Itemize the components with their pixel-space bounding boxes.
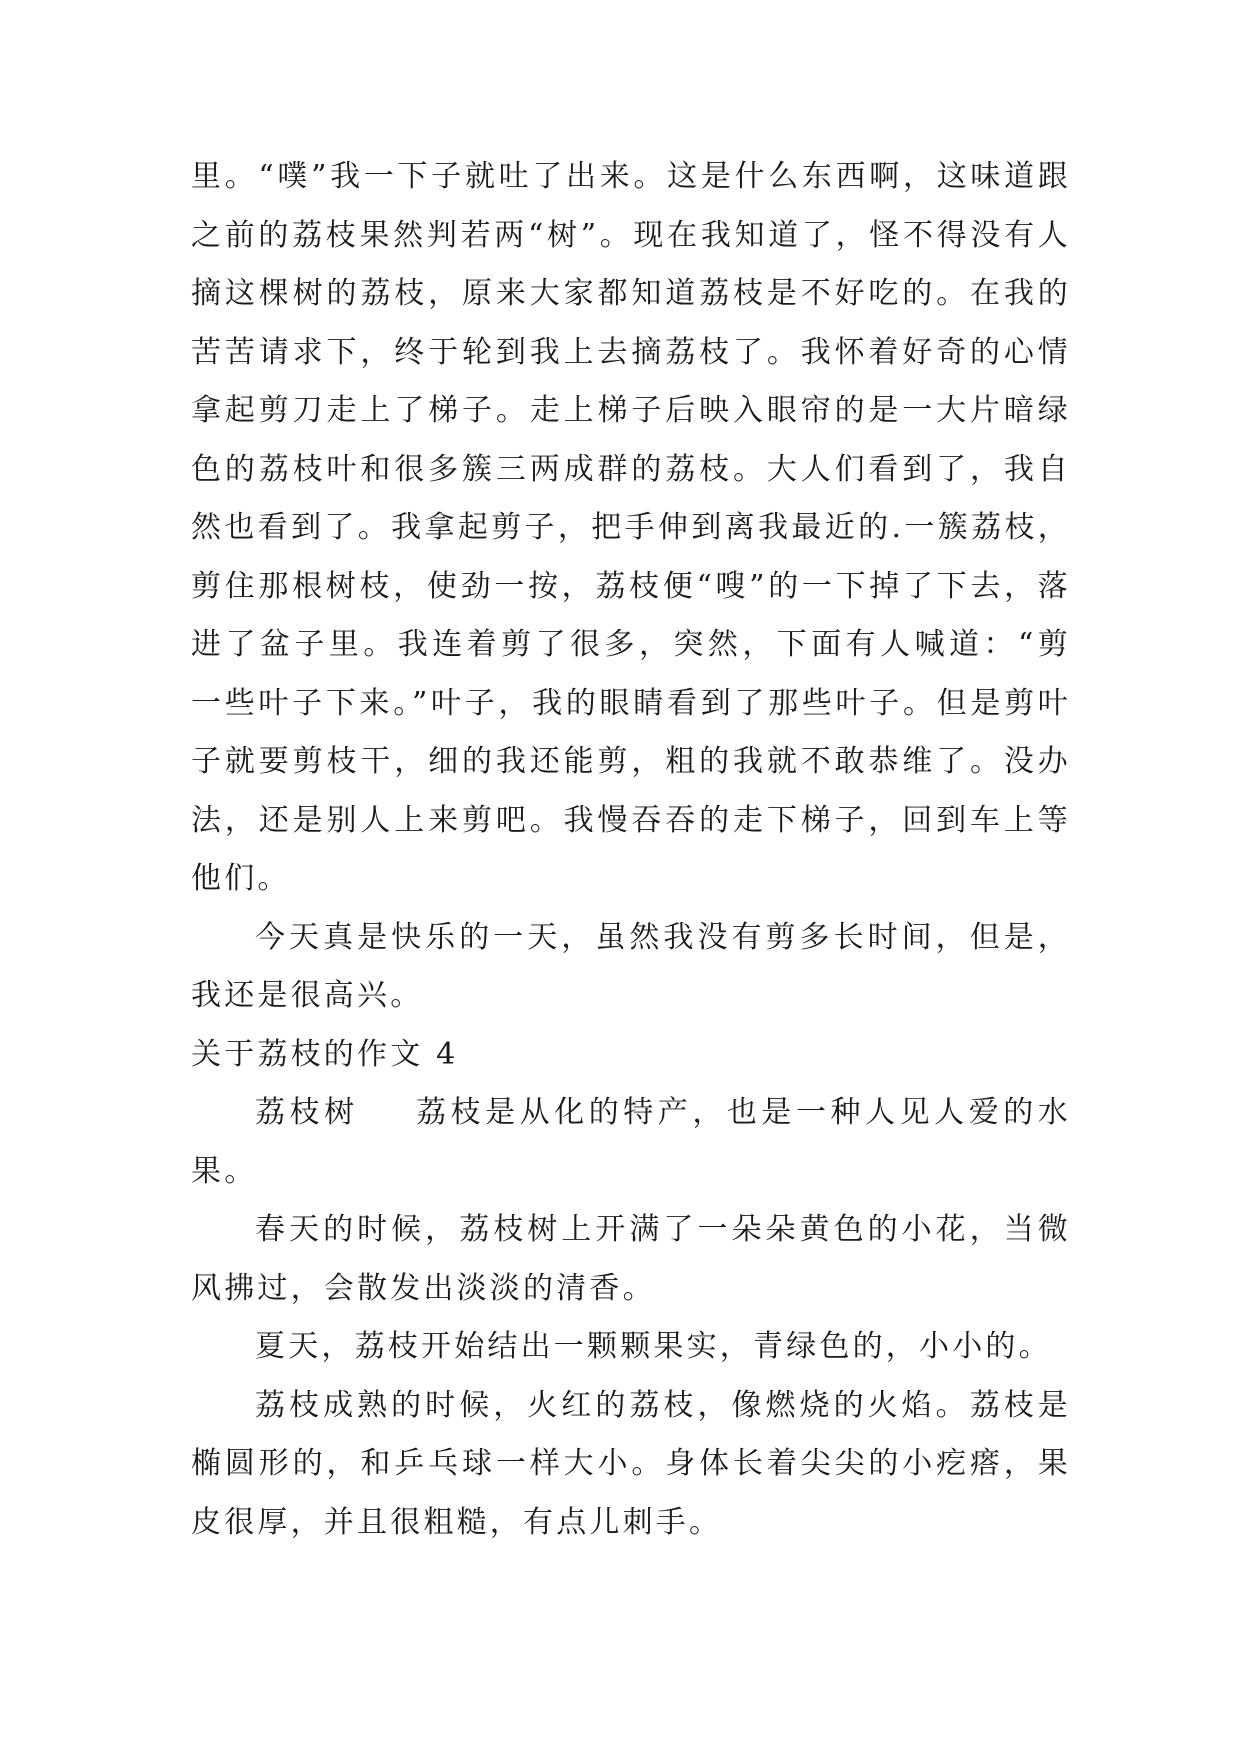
paragraph: 春天的时候，荔枝树上开满了一朵朵黄色的小花，当微风拂过，会散发出淡淡的清香。: [191, 1212, 1071, 1306]
paragraph: 今天真是快乐的一天，虽然我没有剪多长时间，但是，我还是很高兴。: [191, 919, 1071, 1013]
section-title: 关于荔枝的作文 4: [191, 1036, 459, 1072]
paragraph-text: 荔枝是从化的特产，也是一种人见人爱的水果。: [191, 1095, 1071, 1189]
paragraph-continued: 里。“噗”我一下子就吐了出来。这是什么东西啊，这味道跟之前的荔枝果然判若两“树”。现在我知道了，怪不得没有人摘这棵树的荔枝，原来大家都知道荔枝是不好吃的。在我的苦苦请求下，终于轮到我上去摘荔枝了。我怀着好奇的心情拿起剪刀走上了梯子。走上梯子后映入眼帘的是一大片暗绿色的荔枝叶和很多簇三两成群的荔枝。大人们看到了，我自然也看到了。我拿起剪子，把手伸到离我最近的.一簇荔枝，剪住那根树枝，使劲一按，荔枝便“嗖”的一下掉了下去，落进了盆子里。我连着剪了很多，突然，下面有人喊道：“剪一些叶子下来。”叶子，我的眼睛看到了那些叶子。但是剪叶子就要剪枝干，细的我还能剪，粗的我就不敢恭维了。没办法，还是别人上来剪吧。我慢吞吞的走下梯子，回到车上等他们。: [191, 159, 1071, 896]
paragraph: 荔枝成熟的时候，火红的荔枝，像燃烧的火焰。荔枝是椭圆形的，和乒乓球一样大小。身体长着尖尖的小疙瘩，果皮很厚，并且很粗糙，有点儿刺手。: [191, 1387, 1071, 1540]
essay-title: 荔枝树: [255, 1095, 359, 1130]
document-body: [191, 148, 1071, 1552]
paragraph: 夏天，荔枝开始结出一颗颗果实，青绿色的，小小的。: [255, 1329, 1052, 1364]
paragraph-with-essay-title: [191, 1084, 1071, 1201]
